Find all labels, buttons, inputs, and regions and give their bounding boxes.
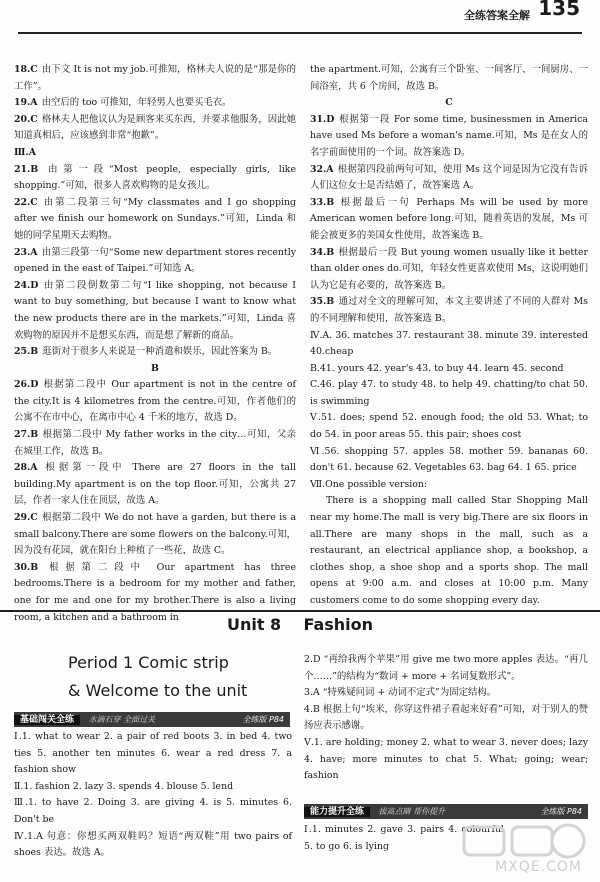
answer-number: 26.D <box>14 379 39 391</box>
answer-explanation: 由空后的 too 可推知，年轻男人也要买毛衣。 <box>41 97 232 109</box>
answer-line: Ⅲ.1. to have 2. Doing 3. are giving 4. is 5. minutes 6. Don't be <box>14 797 292 825</box>
answer-line: Ⅴ.51. does; spend 52. enough food; the old 53. What; to do 54. in poor areas 55. this pair; shoes cost <box>310 412 588 441</box>
answer-explanation: 根据第二段中 Our apartment has three bedrooms.There is a bedroom for my mother and father, one for me and one for my brother.There is also a living room, a kitchen and a bathroom in <box>14 561 296 623</box>
answer-explanation: 由第二段倒数第二句“I like shopping, not because I want to buy something, but because I want to know what the new products there are in the markets.”可知，Linda 喜欢购物的原因并不是想买东西，而是想了解新的商品。 <box>14 279 296 341</box>
banner-version: 全练版 P84 <box>242 715 284 724</box>
answer-line: Ⅰ.1. what to wear 2. a pair of red boots 3. in bed 4. two ties 5. another ten minutes 6. wear a red dress 7. a fashion show <box>14 731 292 776</box>
answer-explanation: 根据最后一句 Perhaps Ms will be used by more American women before long.可知，随着英语的发展，Ms 可能会被更多的美国女性使用，故答案选 B。 <box>310 196 588 241</box>
answer-line: Ⅳ.A. 36. matches 37. restaurant 38. minute 39. interested 40.cheap <box>310 329 588 358</box>
section-heading <box>310 95 588 112</box>
banner-main: 基础闯关全练 <box>14 715 80 725</box>
answer-item <box>14 510 296 560</box>
answer-item <box>14 427 296 460</box>
answer-line: 2.D “再给我两个苹果”用 give me two more apples 表达。“再几个……”的结构为“数词 + more + 名词复数形式”。 <box>304 654 588 682</box>
period-title: Period 1 Comic strip <box>68 653 229 672</box>
answer-number: 29.C <box>14 512 38 524</box>
banner-main: 能力提升全练 <box>304 807 370 817</box>
answer-number: 24.D <box>14 279 39 291</box>
answer-explanation: 根据第二段中 We do not have a garden, but there is a small balcony.There are some flowers on the balcony.可知，因为没有花园，就在阳台上种植了一些花，故选 C。 <box>14 512 296 557</box>
answer-line: Ⅶ.One possible version: <box>310 478 428 490</box>
unit-topic: Fashion <box>303 615 374 634</box>
answer-item <box>14 195 296 245</box>
answer-number: 20.C <box>14 113 38 125</box>
section-letter: A <box>28 146 36 158</box>
answer-line: 3.A “特殊疑问词 + 动词不定式”为固定结构。 <box>304 687 497 699</box>
answer-explanation: 由第二段第三句“My classmates and I go shopping after we finish our homework on Sundays.”可知，Linda 和她的同学星期天去购物。 <box>14 196 296 241</box>
unit-title <box>0 617 600 634</box>
answer-explanation: 由第一段“Most people, especially girls, like shopping.”可知，很多人喜欢购物的是女孩儿。 <box>14 163 296 192</box>
answer-explanation: 根据最后一段 But young women usually like it better than older ones do.可知，年轻女性更喜欢使用 Ms，这说明她们认为它是有必要的，故答案选 B。 <box>310 246 588 291</box>
unit-answers-left <box>14 729 292 862</box>
section-letter: C <box>445 97 453 109</box>
answer-explanation: 根据第四段前两句可知，使用 Ms 这个词是因为它没有告诉人们这位女士是否结婚了，故答案选 A。 <box>310 163 588 192</box>
section-roman: Ⅲ. <box>14 146 29 158</box>
header-title: 全练答案全解 <box>464 9 530 22</box>
answer-number: 34.B <box>310 246 335 258</box>
answer-number: 19.A <box>14 97 38 109</box>
answer-continuation: the apartment.可知，公寓有三个卧室、一间客厅、一间厨房、一间浴室，共 6 个房间，故选 B。 <box>310 64 588 92</box>
section-letter: B <box>151 362 159 374</box>
unit-answers-right <box>304 652 588 785</box>
answer-line: Ⅳ.1.A 句意：你想买两双鞋吗？短语“两双鞋”用 two pairs of shoes 表达。故选 A。 <box>14 830 292 859</box>
page-number: 135 <box>538 0 580 20</box>
banner-sub: 拔高点睛 帮你提升 <box>378 807 446 816</box>
answer-item <box>310 162 588 195</box>
answer-explanation: 根据第一段 For some time, businessmen in America have used Ms before a woman's name.可知，Ms 是在女人的名字前面使用的一个词。故答案选 D。 <box>310 113 588 158</box>
banner-version: 全练版 P84 <box>540 807 582 816</box>
answers-left-column <box>14 62 296 626</box>
banner-sub: 水滴石穿 全面过关 <box>88 715 156 724</box>
answer-line: Ⅴ.1. are holding; money 2. what to wear 3. never does; lazy 4. have; more minutes to chat 5. What; going; wear; fashion <box>304 736 588 782</box>
answer-item <box>14 245 296 278</box>
answer-item <box>14 62 296 95</box>
answer-item <box>14 377 296 427</box>
answer-number: 30.B <box>14 561 39 573</box>
answer-line: 4.B 根据上句“埃米，你穿这件裙子看起来好看”可知，对于别人的赞扬应表示感谢。 <box>304 703 588 732</box>
answer-number: 27.B <box>14 429 39 441</box>
answer-number: 28.A <box>14 462 38 474</box>
answer-item <box>14 112 296 145</box>
answer-explanation: 根据第二段中 My father works in the city…可知，父亲在城里工作，故选 B。 <box>14 429 296 457</box>
answer-explanation: 格林夫人把他议认为是顾客来买东西，并要求他服务，因此她知道真相后，应该感到非常“抱歉”。 <box>14 113 296 142</box>
answer-line: B.41. yours 42. year's 43. to buy 44. learn 45. second <box>310 362 564 374</box>
answer-number: 23.A <box>14 246 38 258</box>
answer-number: 31.D <box>310 113 335 125</box>
answer-explanation: 根据第二段中 Our apartment is not in the centre of the city.It is 4 kilometres from the centre.可知，作者他们的公寓不在市中心，在离市中心 4 千米的地方，故选 D。 <box>14 379 296 424</box>
answer-line: Ⅰ.1. minutes 2. gave 3. pairs 4. colourful 5. to go 6. is lying <box>304 824 504 852</box>
answer-explanation: 根据第一段中 There are 27 floors in the tall building.My apartment is on the top floor.可知，公寓共 27 层，作者一家人住在顶层，故选 A。 <box>14 462 296 507</box>
answer-line: Ⅵ.56. shopping 57. apples 58. mother 59. bananas 60. don't 61. because 62. Vegetables 63. bag 64. 1 65. price <box>310 445 588 474</box>
model-essay: There is a shopping mall called Star Shopping Mall near my home.The mall is very big.There are six floors in all.There are many shops in the mall, such as a restaurant, an electrical appliance shop, a bookshop, a clothes shop, a shoe shop and a sports shop. The mall opens at 9:00 a.m. and closes at 10:00 p.m. Many customers come to do some shopping every day. <box>310 495 588 606</box>
answer-item <box>310 245 588 295</box>
answer-number: 32.A <box>310 163 334 175</box>
answer-line: C.46. play 47. to study 48. to help 49. chatting/to chat 50. is swimming <box>310 379 588 407</box>
answer-number: 22.C <box>14 196 38 208</box>
advanced-practice-banner <box>304 804 588 819</box>
answer-item <box>14 460 296 510</box>
answer-explanation: 通过对全文的理解可知，本文主要讲述了不同的人群对 Ms 的不同理解和使用，故答案选 B。 <box>310 296 588 324</box>
page-header <box>0 0 600 36</box>
answer-number: 18.C <box>14 64 38 75</box>
answer-number: 25.B <box>14 346 39 358</box>
answers-right-column <box>310 62 588 610</box>
answer-item <box>310 112 588 162</box>
answer-item <box>14 278 296 344</box>
answer-number: 33.B <box>310 196 335 208</box>
section-heading <box>14 145 296 162</box>
watermark-text: MXQE.COM <box>495 859 582 876</box>
period-subtitle: & Welcome to the unit <box>68 681 248 700</box>
answer-item <box>14 344 296 361</box>
section-heading <box>14 361 296 378</box>
answer-explanation: 由下文 It is not my job.可推知，格林夫人说的是“那是你的工作”。 <box>14 64 296 92</box>
answer-item <box>310 294 588 327</box>
answer-line: Ⅱ.1. fashion 2. lazy 3. spends 4. blouse 5. lend <box>14 780 234 792</box>
answer-number: 35.B <box>310 296 335 308</box>
answer-item <box>310 195 588 245</box>
answer-item <box>14 95 296 112</box>
answer-item <box>14 162 296 195</box>
answer-explanation: 逛街对于很多人来说是一种消遣和娱乐，因此答案为 B。 <box>42 346 278 358</box>
answer-explanation: 由第三段第一句“Some new department stores recently opened in the east of Taipei.”可知选 A。 <box>14 246 296 275</box>
basic-practice-banner <box>14 712 290 727</box>
answer-number: 21.B <box>14 163 39 175</box>
header-rule <box>18 32 582 34</box>
unit-label: Unit 8 <box>226 615 282 634</box>
